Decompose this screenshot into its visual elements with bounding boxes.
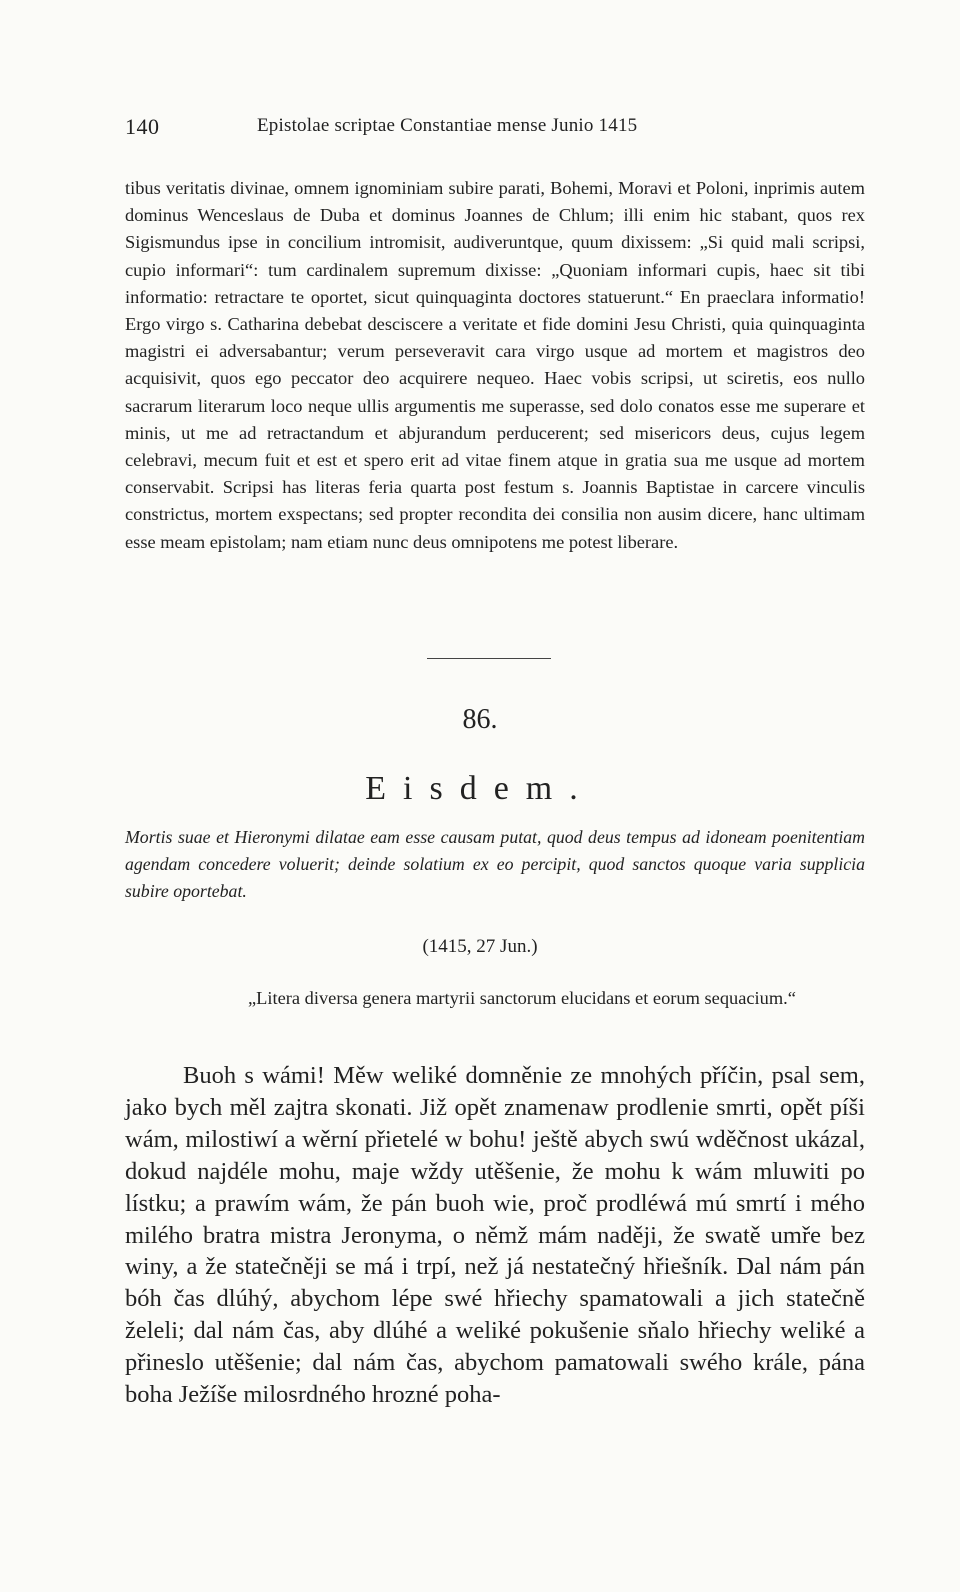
letter-number: 86. [462, 704, 498, 735]
page-number: 140 [125, 114, 160, 139]
letter-summary: Mortis suae et Hieronymi dilatae eam esse causam putat, quod deus tempus ad idoneam poenitentiam agendam concedere voluerit; deinde solatium ex eo percipit, quod sanctos quoque varia supplicia subire oportebat. [125, 827, 865, 901]
previous-letter-text: tibus veritatis divinae, omnem ignominiam subire parati, Bohemi, Moravi et Poloni, inprimis autem dominus Wenceslaus de Duba et dominus Joannes de Chlum; illi enim hic stabant, quos rex Sigismundus ipse in concilium intromisit, audiveruntque, quum dixissem: „Si quid mali scripsi, cupio informari“: tum cardinalem supremum dixisse: „Quoniam informari cupis, haec sit tibi informatio: retractare te oportet, sicut quinquaginta doctores statuerunt.“ En praeclara informatio! Ergo virgo s. Catharina debebat desciscere a veritate et fide domini Jesu Christi, quia quinquaginta magistri ei adversabantur; verum perseveravit cara virgo usque ad mortem et magistros deo acquisivit, quos ego peccator deo acquirere nequeo. Haec vobis scripsi, ut sciretis, eos nullo sacrarum literarum loco neque ullis argumentis me superasse, sed dolo conatos esse me superare et minis, ut me ad retractandum et abjurandum perducerent; sed misericors deus, cujus legem celebravi, mecum fuit et est et spero erit ad vitae finem atque in gratia sua me usque ad mortem conservabit. Scripsi has literas feria quarta post festum s. Joannis Baptistae in carcere vinculis constrictus, mortem exspectans; sed propter recondita dei consilia non ausim dicere, hanc ultimam esse meam epistolam; nam etiam nunc deus omnipotens me potest liberare. [125, 178, 865, 552]
letter-body [125, 1060, 865, 1411]
letter-body-paragraph: Buoh s wámi! Měw weliké domněnie ze mnohých příčin, psal sem, jako bych měl zajtra skonati. Již opět znamenaw prodlenie smrti, opět píši wám, milostiwí a wěrní přietelé w bohu! ještě abych swú wděčnost ukázal, dokud najdéle mohu, maje wždy utěšenie, že mohu k wám mluwiti po lístku; a prawím wám, že pán buoh wie, proč prodléwá mú smrtí i mého milého bratra mistra Jeronyma, o němž mám naději, že swatě umře bez winy, a že statečněji se má i trpí, než já nestatečný hřiešník. Dal nám pán bóh čas dlúhý, abychom lépe swé hřiechy spamatowali a jich statečně želeli; dal nám čas, aby dlúhé a weliké pokušenie sňalo hřiechy weliké a přineslo utěšenie; dal nám čas, abychom pamatowali swého krále, pána boha Ježíše milosrdného hrozné poha- [125, 1062, 865, 1409]
letter-superscription: „Litera diversa genera martyrii sanctorum elucidans et eorum sequacium.“ [248, 988, 796, 1008]
section-divider [427, 658, 551, 659]
running-head: Epistolae scriptae Constantiae mense Junio 1415 [257, 115, 638, 136]
letter-date: (1415, 27 Jun.) [422, 936, 538, 957]
letter-title: Eisdem. [365, 770, 595, 807]
page-header [125, 114, 885, 144]
